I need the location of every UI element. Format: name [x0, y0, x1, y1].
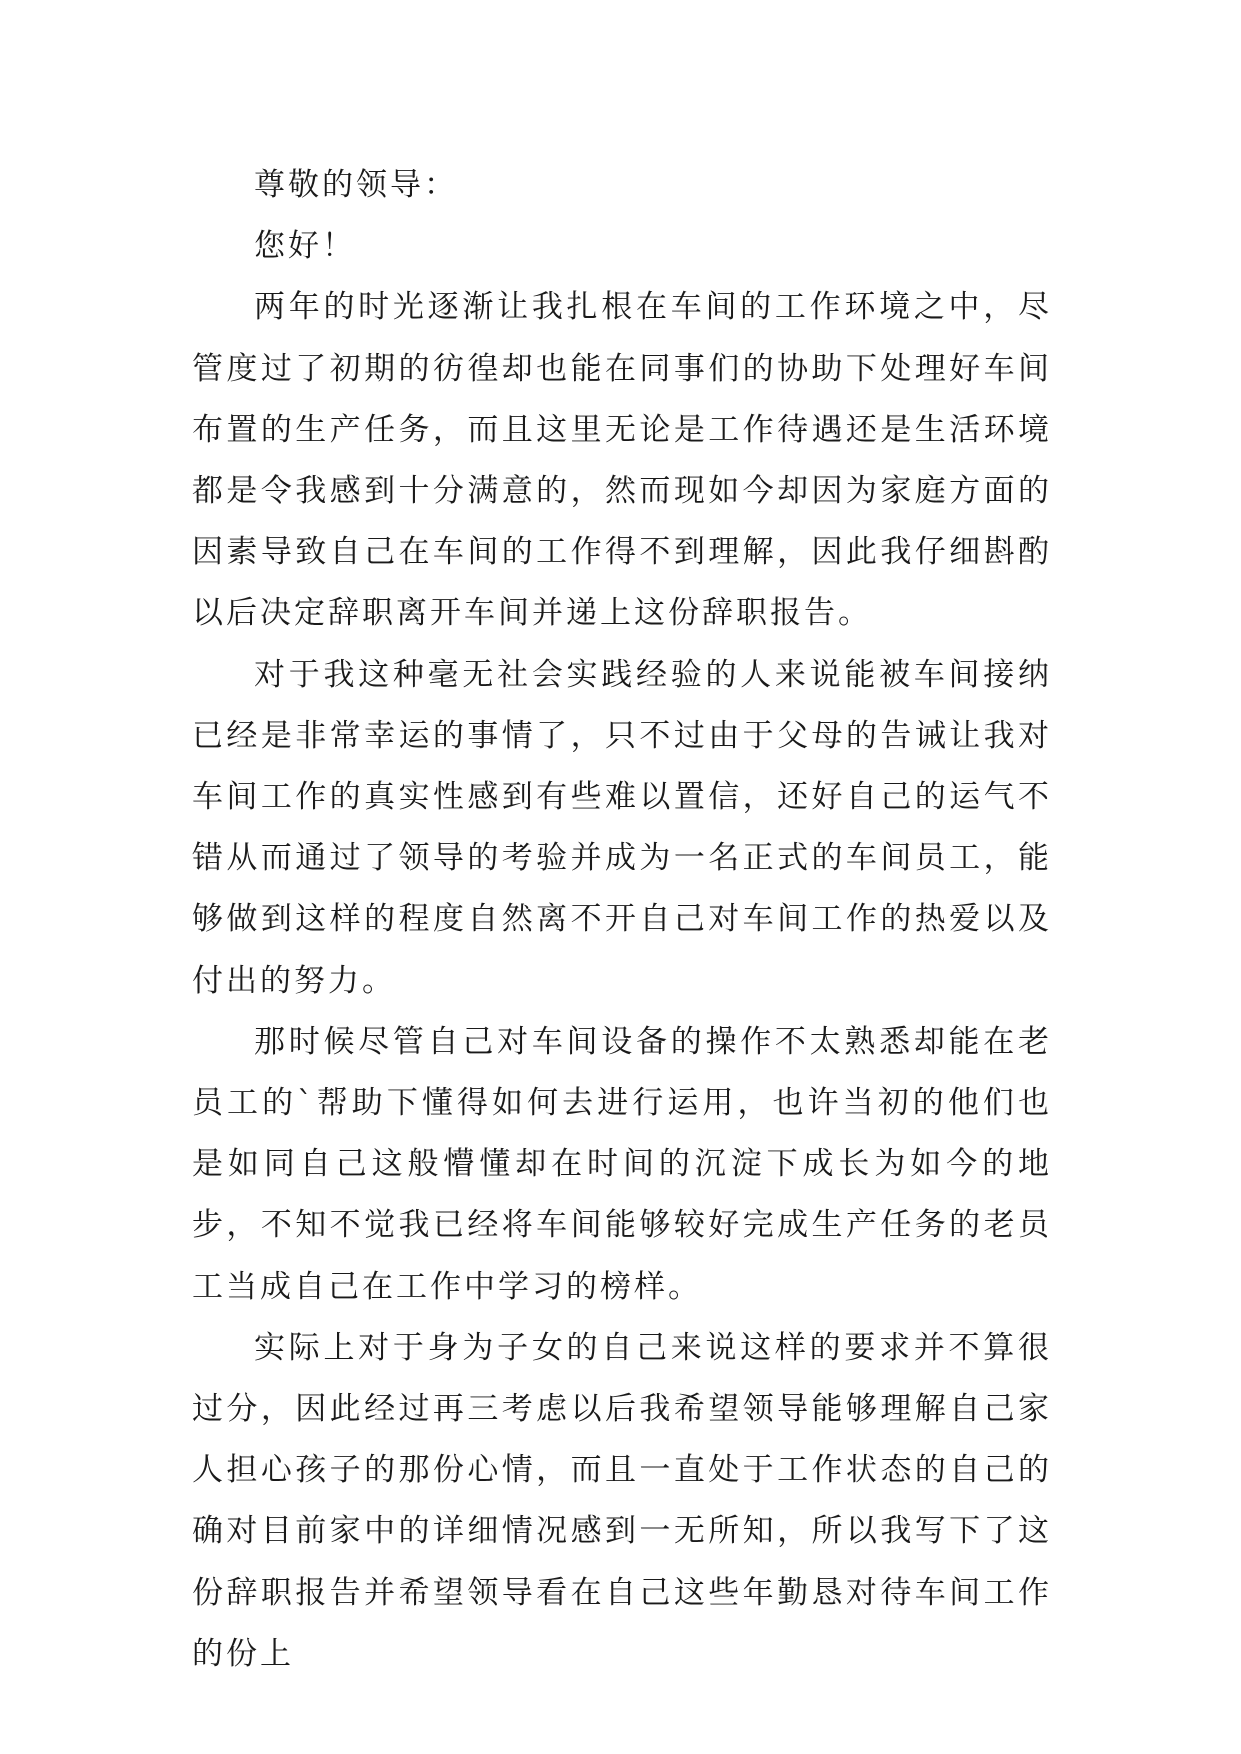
letter-paragraph: 对于我这种毫无社会实践经验的人来说能被车间接纳已经是非常幸运的事情了，只不过由于父母的告诫让我对车间工作的真实性感到有些难以置信，还好自己的运气不错从而通过了领导的考验并成为一名正式的车间员工，能够做到这样的程度自然离不开自己对车间工作的热爱以及付出的努力。 — [192, 656, 1052, 999]
letter-salutation: 尊敬的领导： — [254, 167, 458, 203]
letter-paragraph: 那时候尽管自己对车间设备的操作不太熟悉却能在老员工的`帮助下懂得如何去进行运用，也许当初的他们也是如同自己这般懵懂却在时间的沉淀下成长为如今的地步，不知不觉我已经将车间能够较好完成生产任务的老员工当成自己在工作中学习的榜样。 — [192, 1023, 1052, 1305]
letter-paragraph: 两年的时光逐渐让我扎根在车间的工作环境之中，尽管度过了初期的彷徨却也能在同事们的协助下处理好车间布置的生产任务，而且这里无论是工作待遇还是生活环境都是令我感到十分满意的，然而现如今却因为家庭方面的因素导致自己在车间的工作得不到理解，因此我仔细斟酌以后决定辞职离开车间并递上这份辞职报告。 — [192, 289, 1052, 632]
letter-greeting: 您好！ — [254, 228, 356, 265]
letter-paragraph: 实际上对于身为子女的自己来说这样的要求并不算很过分，因此经过再三考虑以后我希望领导能够理解自己家人担心孩子的那份心情，而且一直处于工作状态的自己的确对目前家中的详细情况感到一无所知，所以我写下了这份辞职报告并希望领导看在自己这些年勤恳对待车间工作的份上 — [192, 1329, 1052, 1672]
letter-body — [192, 155, 1052, 1685]
